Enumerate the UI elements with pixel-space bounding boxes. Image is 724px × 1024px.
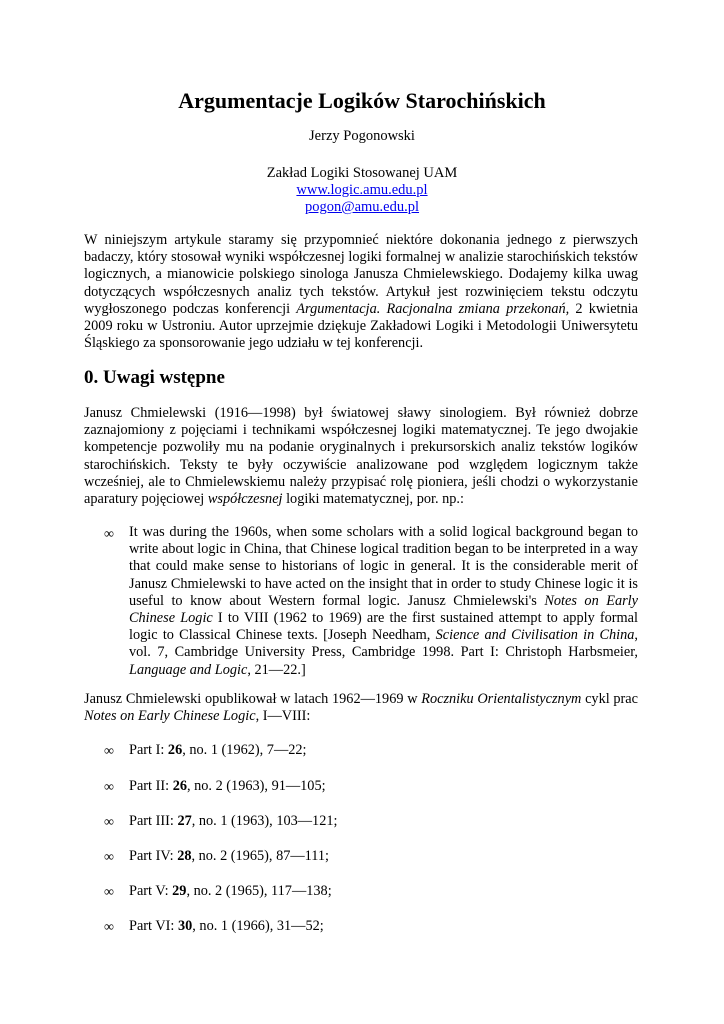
infinity-bullet-icon: ∞ xyxy=(104,780,114,795)
part-details: , no. 2 (1965), 87—111; xyxy=(191,848,330,864)
email-link[interactable]: pogon@amu.edu.pl xyxy=(304,199,420,215)
website-link[interactable]: www.logic.amu.edu.pl xyxy=(296,182,428,198)
part-volume: 26 xyxy=(172,778,187,794)
series-paragraph xyxy=(84,691,638,725)
part-label: Part I: xyxy=(129,742,168,758)
abstract-paragraph xyxy=(84,232,638,352)
quote-text-4: , 21—22.] xyxy=(247,661,306,678)
list-item xyxy=(129,883,332,900)
part-volume: 26 xyxy=(167,742,183,758)
part-volume: 28 xyxy=(177,848,192,864)
list-item xyxy=(129,778,326,795)
quote-text-2: I to VIII (1962 to 1969) are the first sustained attempt to apply formal logic to Classical Chinese texts. [Joseph Needham, xyxy=(129,610,638,644)
part-label: Part IV: xyxy=(129,848,178,864)
intro-text-2: logiki matematycznej, por. np.: xyxy=(282,491,464,508)
quote-text-1: It was during the 1960s, when some scholars with a solid logical background began to write about logic in China, that Chinese logical tradition began to be interpreted in a way that could make sense to historians of logic in general. It is the considerable merit of Janusz Chmielewski to have acted on the insight that in order to study Chinese logic it is useful to know about Western formal logic. Janusz Chmielewski's xyxy=(129,524,638,609)
quote-italic-science: Science and Civilisation in China xyxy=(435,627,635,644)
abstract-text-1: W niniejszym artykule staramy się przypomnieć niektóre dokonania jednego z pierwszych badaczy, który stosował wyniki współczesnej logiki formalnej w analizie starochińskich tekstów logicznych, a mianowicie polskiego sinologa Janusza Chmielewskiego. Dodajemy kilka uwag dotyczących współczesnych analiz tych tekstów. Artykuł jest rozwinięciem tekstu odczytu wygłoszonego podczas konferencji xyxy=(84,232,638,317)
part-details: , no. 2 (1965), 117—138; xyxy=(186,883,332,899)
intro-paragraph xyxy=(84,405,638,508)
list-item xyxy=(129,742,307,759)
abstract-text-2: 2 kwietnia 2009 roku w Ustroniu. Autor uprzejmie dziękuje Zakładowi Logiki i Metodologii Uniwersytetu Śląskiego za sponsorowanie jego udziału w tej konferencji. xyxy=(84,300,638,352)
part-details: , no. 2 (1963), 91—105; xyxy=(186,778,326,794)
series-text-1: Janusz Chmielewski opublikował w latach 1962—1969 w xyxy=(84,691,422,707)
part-details: , no. 1 (1966), 31—52; xyxy=(192,918,324,934)
part-details: , no. 1 (1963), 103—121; xyxy=(191,813,338,829)
part-label: Part III: xyxy=(129,813,178,829)
list-item xyxy=(129,918,324,935)
part-details: , no. 1 (1962), 7—22; xyxy=(182,742,307,758)
email-line xyxy=(0,199,724,216)
series-text-2: cykl prac xyxy=(581,691,638,707)
part-volume: 27 xyxy=(177,813,192,829)
intro-italic: współczesnej xyxy=(207,491,283,508)
infinity-bullet-icon: ∞ xyxy=(104,920,114,935)
list-item xyxy=(129,813,337,830)
section-heading: 0. Uwagi wstępne xyxy=(84,367,225,388)
list-item xyxy=(129,848,329,865)
part-label: Part II: xyxy=(129,778,173,794)
infinity-bullet-icon: ∞ xyxy=(104,815,114,830)
quotation-paragraph xyxy=(129,524,638,679)
journal-name: Roczniku Orientalistycznym xyxy=(421,691,582,707)
quote-italic-notes: Notes on Early Chinese Logic xyxy=(129,592,638,627)
infinity-bullet-icon: ∞ xyxy=(104,885,114,900)
part-label: Part V: xyxy=(129,883,173,899)
author-name: Jerzy Pogonowski xyxy=(309,128,415,144)
infinity-bullet-icon: ∞ xyxy=(104,527,114,542)
quote-italic-language: Language and Logic xyxy=(129,661,248,678)
infinity-bullet-icon: ∞ xyxy=(104,744,114,759)
conference-title: Argumentacja. Racjonalna zmiana przekonań, xyxy=(296,300,570,317)
series-text-3: , I—VIII: xyxy=(255,708,311,725)
page-title: Argumentacje Logików Starochińskich xyxy=(178,88,546,113)
quote-text-3: , vol. 7, Cambridge University Press, Cambridge 1998. Part I: Christoph Harbsmeier, xyxy=(129,627,638,661)
website-line xyxy=(0,182,724,199)
affiliation: Zakład Logiki Stosowanej UAM xyxy=(266,165,458,181)
series-notes-title: Notes on Early Chinese Logic xyxy=(84,708,256,725)
part-volume: 30 xyxy=(177,918,193,934)
infinity-bullet-icon: ∞ xyxy=(104,850,114,865)
part-volume: 29 xyxy=(172,883,187,899)
intro-text-1: Janusz Chmielewski (1916—1998) był światowej sławy sinologiem. Był również dobrze zaznajomiony z pojęciami i technikami współczesnej logiki matematycznej. Te jego dwojakie kompetencje pozwoliły mu na podanie oryginalnych i prekursorskich analiz tekstów logików starochińskich. Teksty te były oczywiście analizowane pod względem logicznym także wcześniej, ale to Chmielewskiemu należy przypisać rolę pioniera, jeśli chodzi o wykorzystanie aparatury pojęciowej xyxy=(84,405,638,508)
part-label: Part VI: xyxy=(129,918,178,934)
